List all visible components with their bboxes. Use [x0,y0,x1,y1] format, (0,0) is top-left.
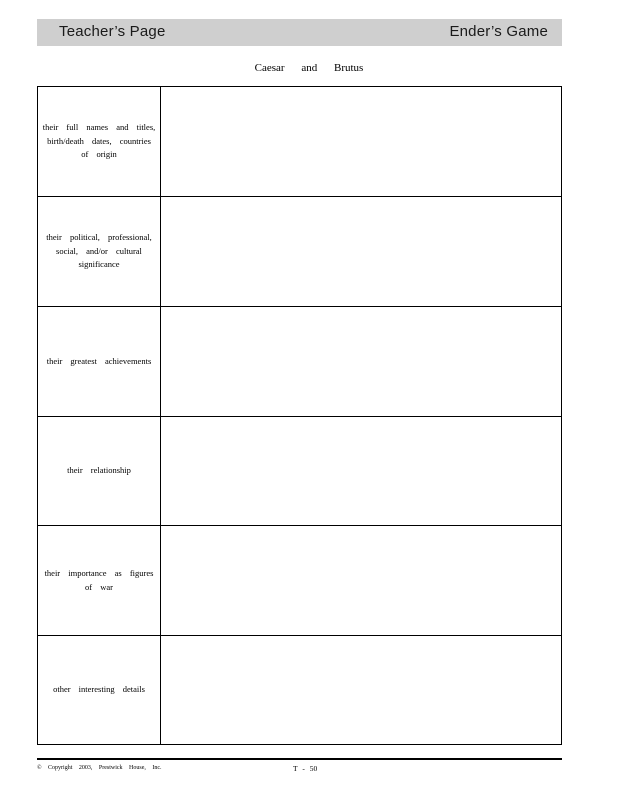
header-bar [37,19,562,46]
table-row [38,197,561,307]
row-label: their greatest achievements [46,355,152,366]
table-row [38,526,561,636]
row-label-cell [38,526,161,635]
footer-rule [37,758,562,760]
table-row [38,416,561,526]
row-label-cell [38,635,161,744]
table-row [38,307,561,417]
header-left-title: Teacher’s Page [59,23,166,40]
answer-cell[interactable] [161,635,561,744]
row-label: their full names and titles, birth/death dates, countries of origin [42,122,156,160]
header-right-title: Ender’s Game [449,23,548,40]
table-row [38,87,561,197]
row-label: their importance as figures of war [44,568,154,592]
row-label-cell [38,87,161,196]
page-title: Caesar and Brutus [254,62,364,74]
table-row [38,635,561,744]
row-label-cell [38,197,161,306]
row-label-cell [38,307,161,416]
row-label: other interesting details [53,683,145,694]
footer-page-number: T - 50 [293,764,318,773]
answer-cell[interactable] [161,87,561,196]
comparison-table [37,86,562,745]
footer-copyright: © Copyright 2003, Prestwick House, Inc. [37,765,162,771]
answer-cell[interactable] [161,526,561,635]
row-label-cell [38,416,161,525]
row-label: their relationship [67,464,131,475]
answer-cell[interactable] [161,307,561,416]
row-label: their political, professional, social, and/or cultural significance [46,232,152,270]
answer-cell[interactable] [161,197,561,306]
answer-cell[interactable] [161,416,561,525]
